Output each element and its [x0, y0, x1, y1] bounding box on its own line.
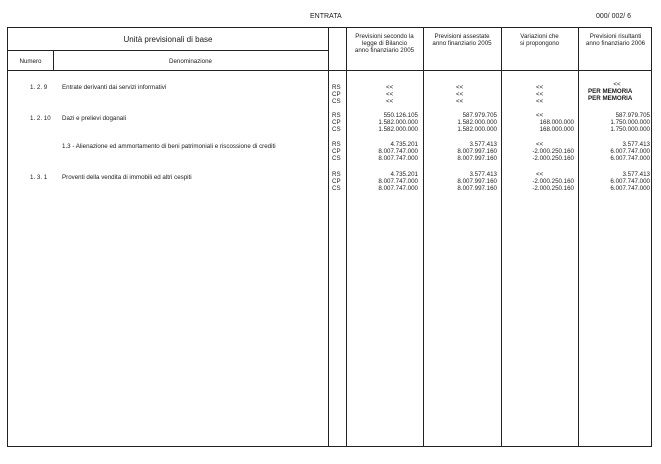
row-numero: 1. 2. 10	[30, 115, 51, 122]
col-separator-5	[578, 28, 579, 446]
upb-separator	[8, 50, 328, 51]
col-separator-2	[346, 28, 347, 446]
row-codes: RS CP CS	[332, 141, 341, 162]
row-col3: << -2.000.250.160 -2.000.250.160	[532, 171, 574, 192]
row-col3: << 168.000.000 168.000.000	[536, 112, 574, 133]
page-reference: 000/ 002/ 6	[596, 13, 632, 20]
row-col4: << PER MEMORIA PER MEMORIA	[588, 81, 633, 102]
row-codes: RS CP CS	[332, 84, 341, 105]
row-denominazione: Entrate derivanti dai servizi informativi	[62, 84, 167, 91]
row-denominazione: Proventi della vendita di immobili ed altri cespiti	[62, 174, 192, 181]
row-col2: 587.979.705 1.582.000.000 1.582.000.000	[457, 112, 497, 133]
row-col1: 4.735.201 8.007.747.000 8.007.747.000	[378, 141, 418, 162]
col4-header: Previsioni risultanti anno finanziario 2006	[585, 33, 646, 48]
section-title: ENTRATA	[310, 13, 342, 20]
row-denominazione: Dazi e prelievi doganali	[62, 115, 126, 122]
budget-table	[7, 27, 652, 447]
row-col2: << << <<	[456, 84, 464, 105]
row-col2: 3.577.413 8.007.997.160 8.007.997.160	[457, 171, 497, 192]
denominazione-header: Denominazione	[169, 58, 212, 65]
row-col3: << -2.000.250.160 -2.000.250.160	[532, 141, 574, 162]
col-separator-3	[423, 28, 424, 446]
header-separator	[8, 70, 651, 71]
row-denominazione: 1.3 - Alienazione ed ammortamento di beni patrimoniali e riscossione di crediti	[62, 143, 276, 150]
col3-header: Variazioni che si propongono	[519, 33, 560, 48]
col-separator-1	[328, 28, 329, 446]
col2-header: Previsioni assestate anno finanziario 2005	[432, 33, 492, 48]
row-col1: << << <<	[386, 84, 394, 105]
row-col4: 587.979.705 1.750.000.000 1.750.000.000	[610, 112, 650, 133]
numero-header: Numero	[19, 58, 42, 65]
row-col4: 3.577.413 6.007.747.000 6.007.747.000	[610, 171, 650, 192]
row-numero: 1. 3. 1	[30, 174, 48, 181]
row-col4: 3.577.413 6.007.747.000 6.007.747.000	[610, 141, 650, 162]
row-numero: 1. 2. 9	[30, 84, 48, 91]
row-col1: 4.735.201 8.007.747.000 8.007.747.000	[378, 171, 418, 192]
row-col3: << << <<	[536, 84, 544, 105]
col1-header: Previsioni secondo la legge di Bilancio anno finanziario 2005	[354, 33, 415, 55]
col-separator-4	[501, 28, 502, 446]
row-col1: 550.126.105 1.582.000.000 1.582.000.000	[378, 112, 418, 133]
row-codes: RS CP CS	[332, 171, 341, 192]
row-codes: RS CP CS	[332, 112, 341, 133]
row-col2: 3.577.413 8.007.997.160 8.007.997.160	[457, 141, 497, 162]
upb-title: Unità previsionali di base	[123, 35, 213, 44]
